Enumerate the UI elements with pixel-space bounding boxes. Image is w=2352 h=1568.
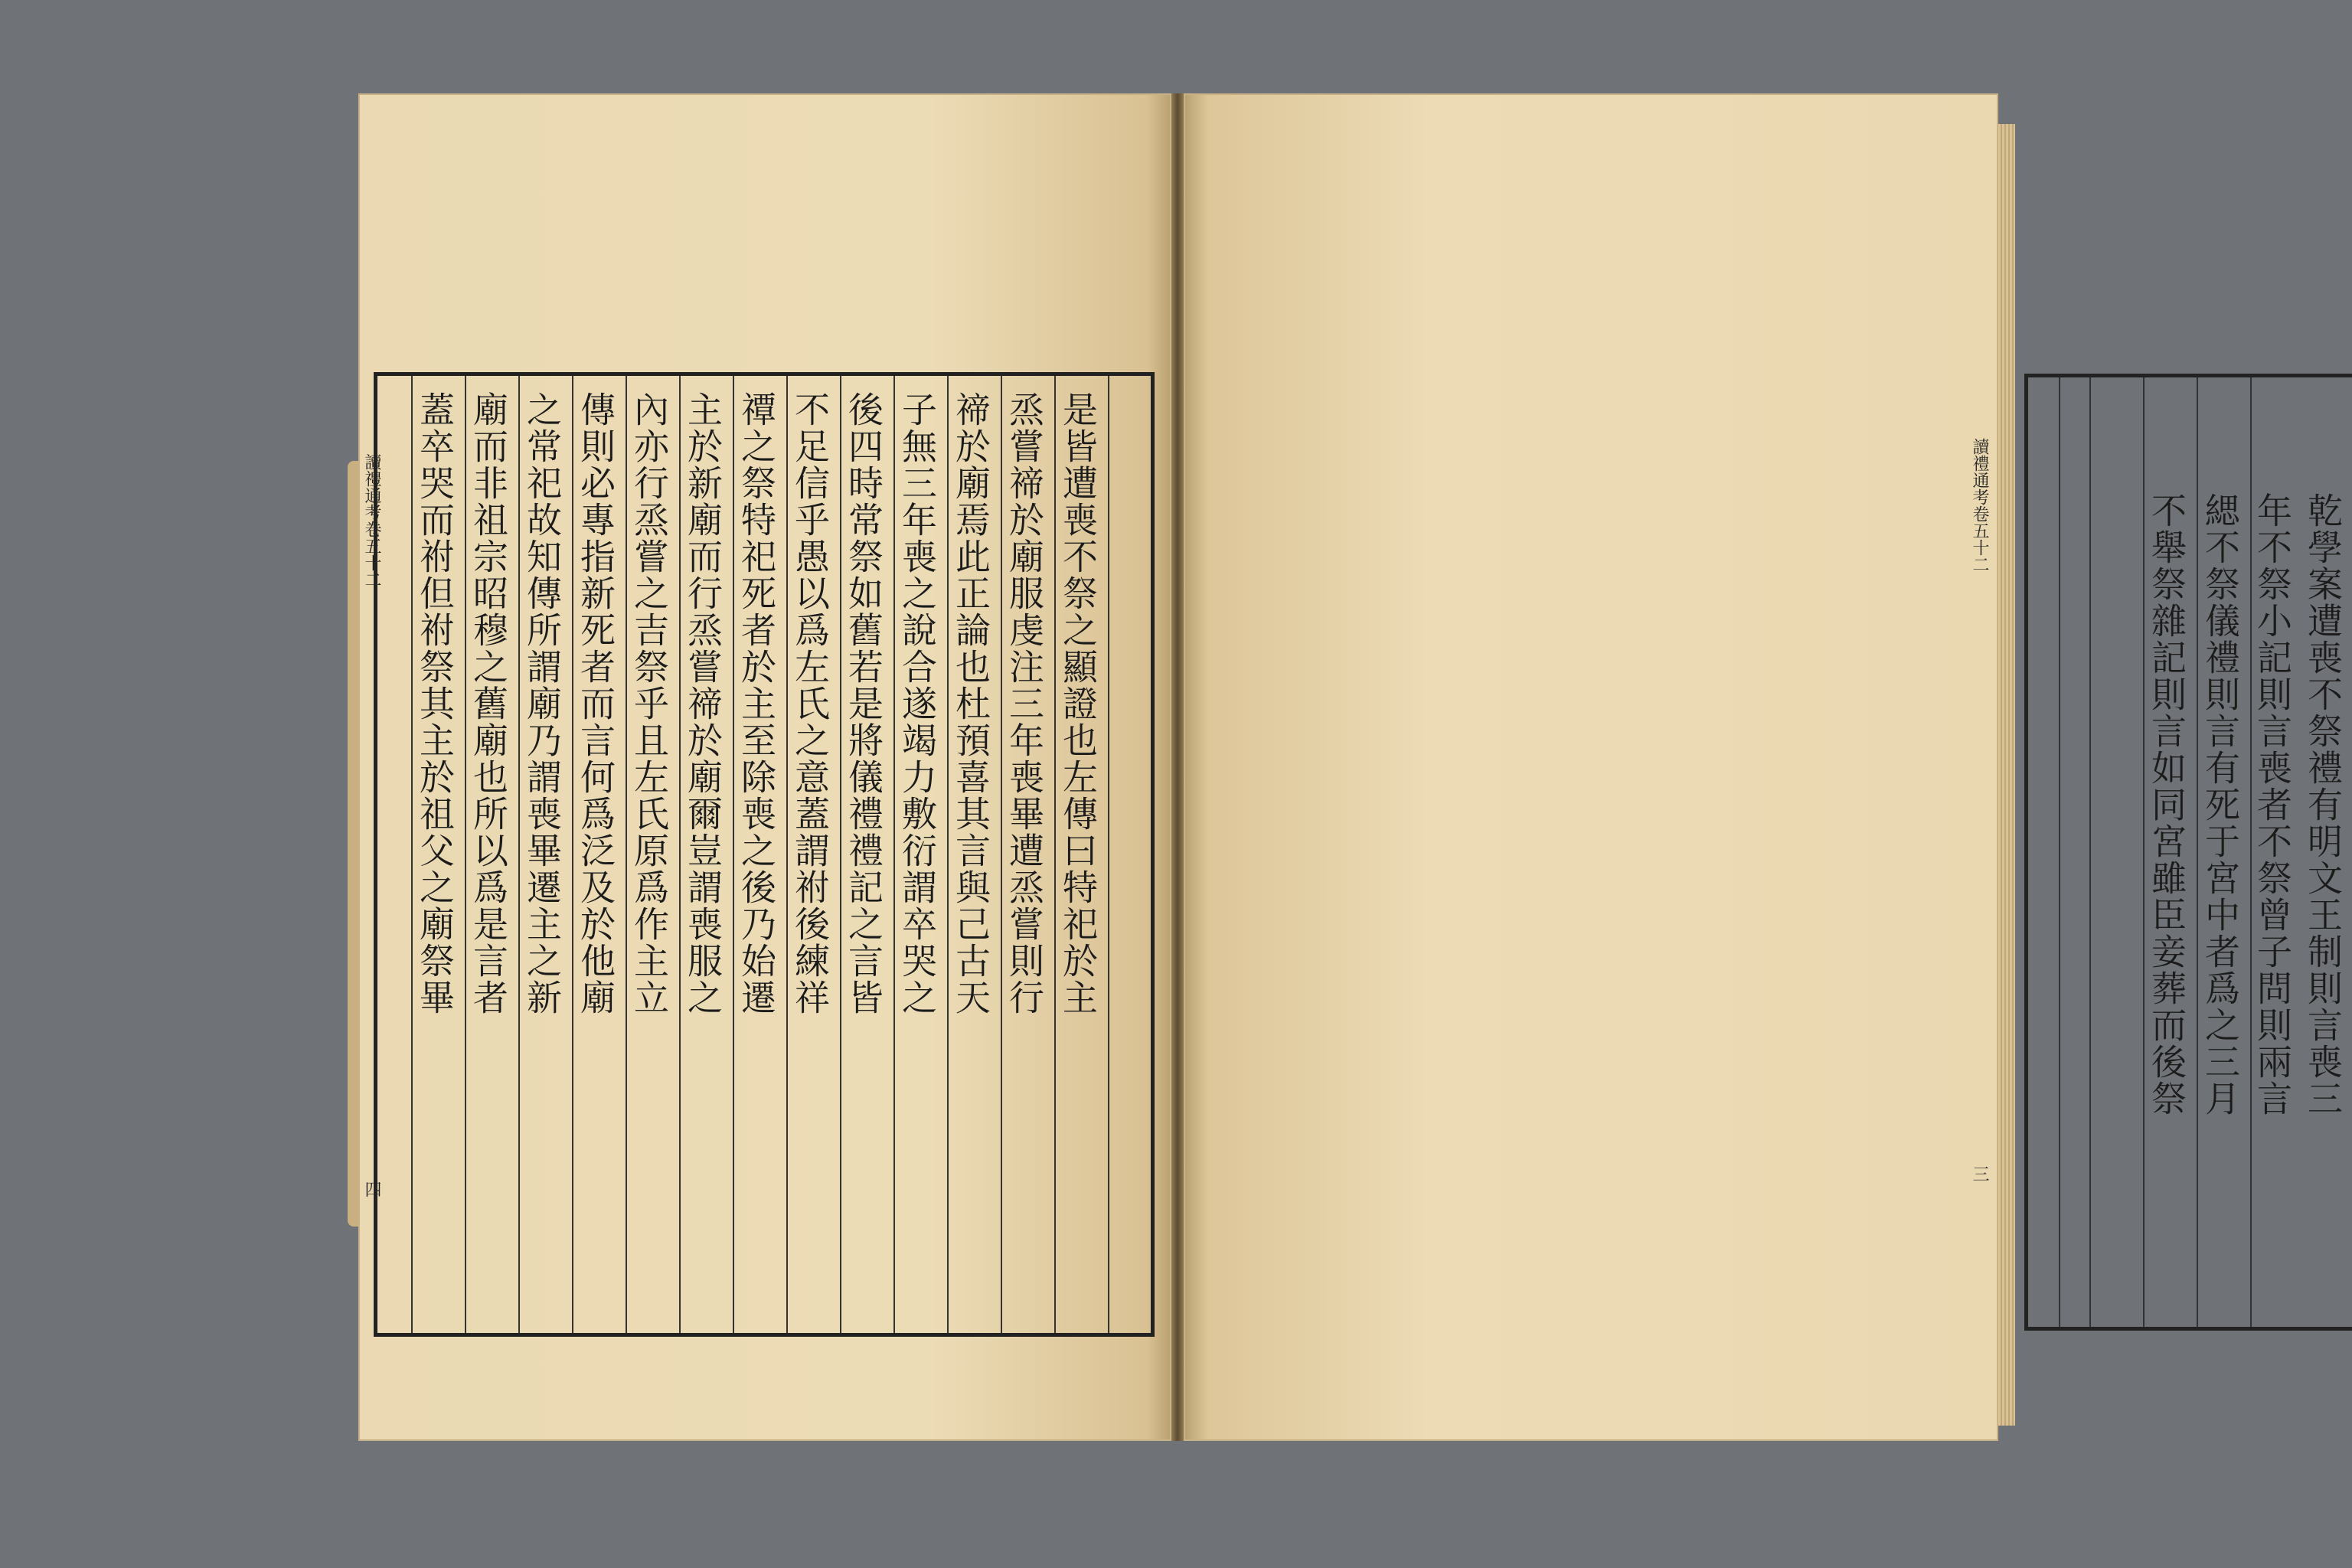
column-rule bbox=[1001, 376, 1002, 1333]
left-page-frame bbox=[374, 372, 1155, 1337]
page-header: 讀禮通考卷五十二 bbox=[362, 453, 381, 588]
column-rule bbox=[893, 376, 895, 1333]
qian-xue-note-column: 年不祭小記則言喪者不祭曾子問則兩言 bbox=[2252, 492, 2293, 1117]
qian-xue-note-column: 緦不祭儀禮則言有死于宮中者爲之三月 bbox=[2200, 492, 2241, 1117]
column-rule bbox=[2143, 377, 2145, 1327]
qian-xue-note-column: 乾學案遭喪不祭禮有明文王制則言喪三 bbox=[2302, 492, 2344, 1117]
column-rule bbox=[1108, 376, 1109, 1333]
right-page bbox=[1184, 93, 2344, 1441]
column-rule bbox=[411, 376, 413, 1333]
text-column: 後四時常祭如舊若是將儀禮禮記之言皆 bbox=[843, 391, 884, 1016]
text-column: 不足信乎愚以爲左氏之意蓋謂祔後練祥 bbox=[789, 391, 831, 1016]
text-column: 內亦行烝嘗之吉祭乎且左氏原爲作主立 bbox=[629, 391, 670, 1016]
qian-xue-note-column: 不舉祭雜記則言如同宮雖臣妾葬而後祭 bbox=[2146, 492, 2187, 1117]
text-column: 廟而非祖宗昭穆之舊廟也所以爲是言者 bbox=[468, 391, 509, 1016]
page-header: 讀禮通考卷五十二 bbox=[1970, 438, 1989, 573]
column-rule bbox=[626, 376, 627, 1333]
page-folio-number: 三 bbox=[1970, 1165, 1989, 1182]
column-rule bbox=[2197, 377, 2198, 1327]
column-rule bbox=[679, 376, 681, 1333]
book-gutter bbox=[1171, 93, 1184, 1441]
page-folio-number: 四 bbox=[362, 1181, 381, 1197]
column-rule bbox=[2089, 377, 2091, 1327]
column-rule bbox=[2059, 377, 2060, 1327]
column-rule bbox=[1054, 376, 1056, 1333]
column-rule bbox=[786, 376, 788, 1333]
right-page-frame bbox=[2024, 374, 2352, 1331]
column-rule bbox=[733, 376, 734, 1333]
column-rule bbox=[518, 376, 520, 1333]
open-book bbox=[358, 93, 2344, 1441]
text-column: 子無三年喪之說合遂竭力敷衍謂卒哭之 bbox=[897, 391, 938, 1016]
text-column: 之常祀故知傳所謂廟乃謂喪畢遷主之新 bbox=[521, 391, 563, 1016]
left-page bbox=[358, 93, 1171, 1441]
text-column: 是皆遭喪不祭之顯證也左傳曰特祀於主 bbox=[1057, 391, 1099, 1016]
text-column: 烝嘗禘於廟服虔注三年喪畢遭烝嘗則行 bbox=[1004, 391, 1045, 1016]
text-column: 傳則必專指新死者而言何爲泛及於他廟 bbox=[575, 391, 616, 1016]
text-column: 主於新廟而行烝嘗禘於廟爾豈謂喪服之 bbox=[682, 391, 724, 1016]
text-column: 蓋卒哭而祔但祔祭其主於祖父之廟祭畢 bbox=[414, 391, 456, 1016]
column-rule bbox=[947, 376, 949, 1333]
column-rule bbox=[840, 376, 841, 1333]
book-fore-edge-right bbox=[1998, 124, 2015, 1426]
column-rule bbox=[465, 376, 466, 1333]
column-rule bbox=[572, 376, 573, 1333]
text-column: 禫之祭特祀死者於主至除喪之後乃始遷 bbox=[736, 391, 777, 1016]
text-column: 禘於廟焉此正論也杜預喜其言與己古天 bbox=[950, 391, 991, 1016]
